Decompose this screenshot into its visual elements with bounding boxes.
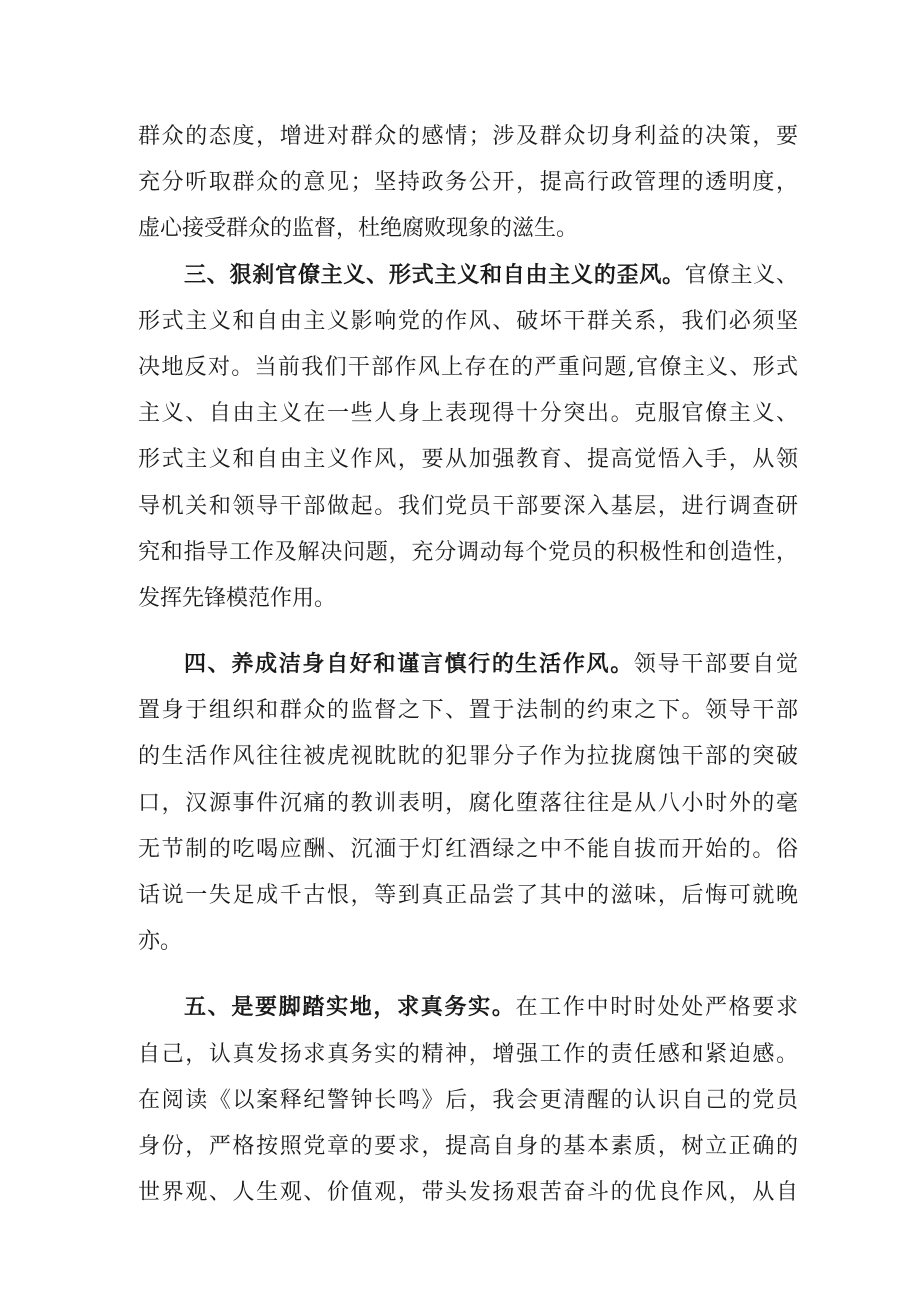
text-line: 形式主义和自由主义影响党的作风、破坏干群关系，我们必须坚 xyxy=(138,308,798,334)
text-line: 在阅读《以案释纪警钟长鸣》后，我会更清醒的认识自己的党员 xyxy=(138,1087,798,1113)
section-3-first-line xyxy=(138,253,798,299)
text-run: 官僚主义、 xyxy=(684,262,798,288)
text-line: 决地反对。当前我们干部作风上存在的严重问题,官僚主义、形式 xyxy=(138,354,798,380)
text-line: 群众的态度，增进对群众的感情；涉及群众切身利益的决策，要 xyxy=(138,124,798,149)
section-4-heading: 四、养成洁身自好和谨言慎行的生活作风。 xyxy=(184,652,634,678)
paragraph-continuation xyxy=(138,114,798,253)
text-line: 亦。 xyxy=(138,929,183,955)
text-line: 虚心接受群众的监督，杜绝腐败现象的滋生。 xyxy=(138,216,579,242)
text-line: 导机关和领导干部做起。我们党员干部要深入基层，进行调查研 xyxy=(138,493,798,519)
text-line: 主义、自由主义在一些人身上表现得十分突出。克服官僚主义、 xyxy=(138,401,798,427)
paragraph-gap xyxy=(138,622,798,642)
text-line: 充分听取群众的意见；坚持政务公开，提高行政管理的透明度， xyxy=(138,170,798,196)
text-line: 究和指导工作及解决问题，充分调动每个党员的积极性和创造性， xyxy=(138,539,798,565)
text-line: 置身于组织和群众的监督之下、置于法制的约束之下。领导干部 xyxy=(138,698,798,724)
section-5-first-line xyxy=(138,985,798,1031)
text-line: 自己，认真发扬求真务实的精神，增强工作的责任感和紧迫感。 xyxy=(138,1041,798,1067)
text-line: 无节制的吃喝应酬、沉湎于灯红酒绿之中不能自拔而开始的。俗 xyxy=(138,836,798,862)
section-4-first-line xyxy=(138,642,798,688)
text-line: 发挥先锋模范作用。 xyxy=(138,585,337,611)
text-line: 的生活作风往往被虎视眈眈的犯罪分子作为拉拢腐蚀干部的突破 xyxy=(138,744,798,770)
section-3-heading: 三、狠刹官僚主义、形式主义和自由主义的歪风。 xyxy=(184,262,685,288)
text-line: 话说一失足成千古恨，等到真正品尝了其中的滋味，后悔可就晚 xyxy=(138,883,798,908)
section-4 xyxy=(138,642,798,965)
section-5 xyxy=(138,985,798,1216)
document-body xyxy=(138,114,798,1216)
paragraph-gap xyxy=(138,965,798,985)
text-line: 世界观、人生观、价值观，带头发扬艰苦奋斗的优良作风，从自 xyxy=(138,1180,798,1206)
text-line: 形式主义和自由主义作风，要从加强教育、提高觉悟入手，从领 xyxy=(138,447,798,473)
section-3 xyxy=(138,253,798,623)
text-line: 口，汉源事件沉痛的教训表明，腐化堕落往往是从八小时外的毫 xyxy=(138,790,798,816)
text-run: 领导干部要自觉 xyxy=(633,652,798,678)
text-run: 在工作中时时处处严格要求 xyxy=(515,995,798,1021)
text-line: 身份，严格按照党章的要求，提高自身的基本素质，树立正确的 xyxy=(138,1133,798,1159)
section-5-heading: 五、是要脚踏实地，求真务实。 xyxy=(184,995,516,1021)
